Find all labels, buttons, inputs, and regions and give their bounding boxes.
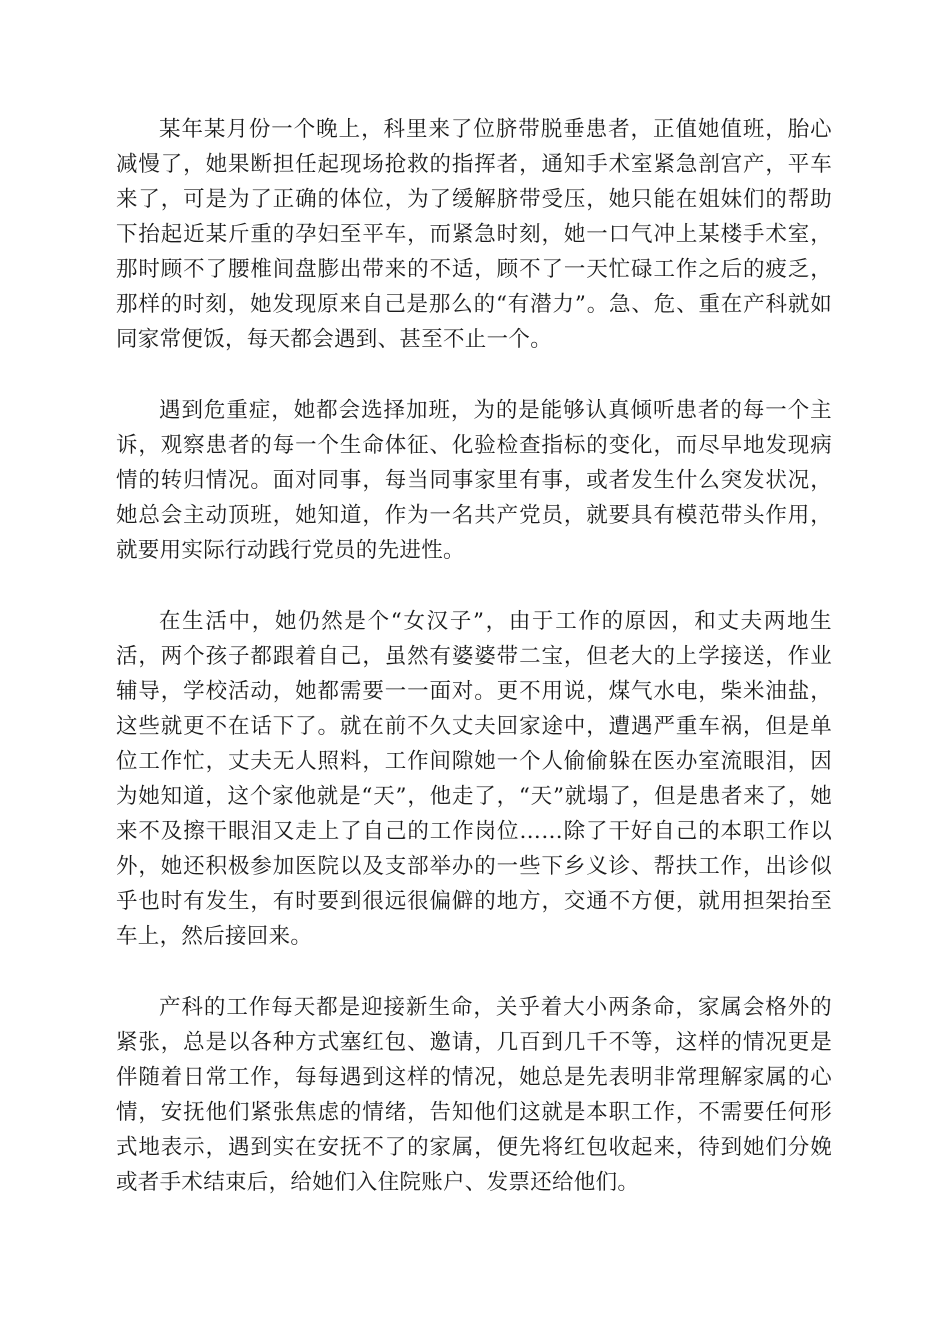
paragraph-refusing-gifts: 产科的工作每天都是迎接新生命，关乎着大小两条命，家属会格外的紧张，总是以各种方式塞红包、邀请，几百到几千不等，这样的情况更是伴随着日常工作，每每遇到这样的情况，她总是先表明非常理解家属的心情，安抚他们紧张焦虑的情绪，告知他们这就是本职工作，不需要任何形式地表示，遇到实在安抚不了的家属，便先将红包收起来，待到她们分娩或者手术结束后，给她们入住院账户、发票还给他们。 [116,995,832,1195]
paragraph-overtime-duty: 遇到危重症，她都会选择加班，为的是能够认真倾听患者的每一个主诉，观察患者的每一个生命体征、化验检查指标的变化，而尽早地发现病情的转归情况。面对同事，每当同事家里有事，或者发生什么突发状况，她总会主动顶班，她知道，作为一名共产党员，就要具有模范带头作用，就要用实际行动践行党员的先进性。 [116,398,832,563]
document-body [116,112,832,1236]
paragraph-family-life: 在生活中，她仍然是个“女汉子”，由于工作的原因，和丈夫两地生活，两个孩子都跟着自己，虽然有婆婆带二宝，但老大的上学接送，作业辅导，学校活动，她都需要一一面对。更不用说，煤气水电，柴米油盐，这些就更不在话下了。就在前不久丈夫回家途中，遭遇严重车祸，但是单位工作忙，丈夫无人照料，工作间隙她一个人偷偷躲在医办室流眼泪，因为她知道，这个家他就是“天”，他走了，“天”就塌了，但是患者来了，她来不及擦干眼泪又走上了自己的工作岗位……除了干好自己的本职工作以外，她还积极参加医院以及支部举办的一些下乡义诊、帮扶工作，出诊似乎也时有发生，有时要到很远很偏僻的地方，交通不方便，就用担架抬至车上，然后接回来。 [116,609,832,949]
paragraph-emergency-rescue: 某年某月份一个晚上，科里来了位脐带脱垂患者，正值她值班，胎心减慢了，她果断担任起现场抢救的指挥者，通知手术室紧急剖宫产，平车来了，可是为了正确的体位，为了缓解脐带受压，她只能在姐妹们的帮助下抬起近某斤重的孕妇至平车，而紧急时刻，她一口气冲上某楼手术室，那时顾不了腰椎间盘膨出带来的不适，顾不了一天忙碌工作之后的疲乏，那样的时刻，她发现原来自己是那么的“有潜力”。急、危、重在产科就如同家常便饭，每天都会遇到、甚至不止一个。 [116,117,832,352]
